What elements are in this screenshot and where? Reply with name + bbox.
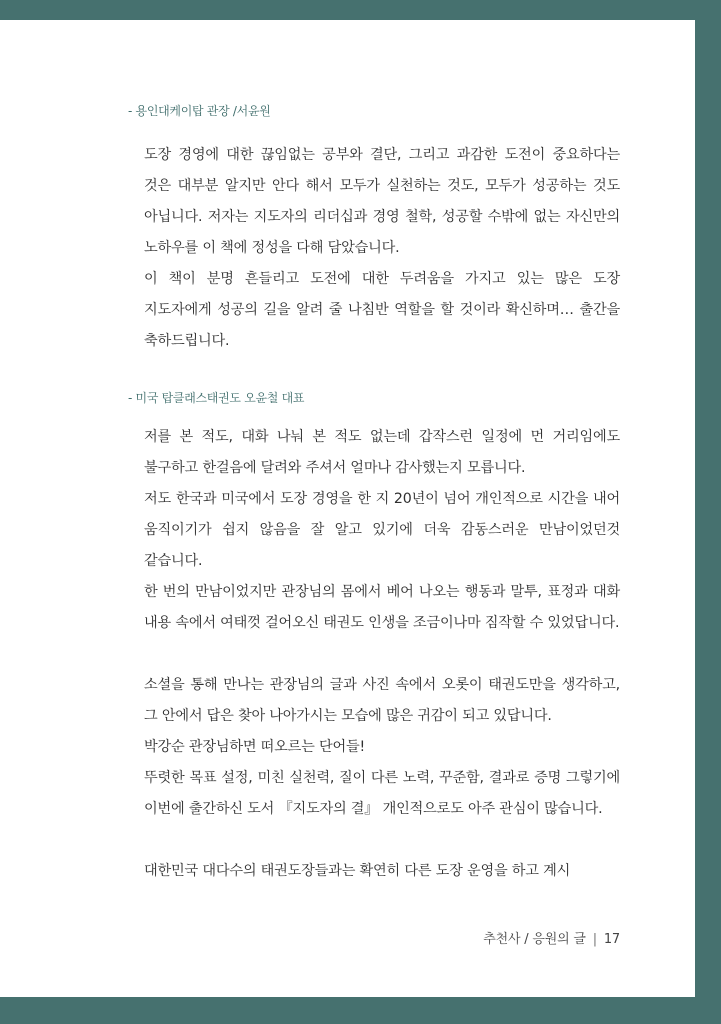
paragraph: 저를 본 적도, 대화 나눠 본 적도 없는데 갑작스런 일정에 먼 거리임에도 불구하고 한걸음에 달려와 주셔서 얼마나 감사했는지 모릅니다.: [144, 429, 620, 476]
paragraph: 대한민국 대다수의 태권도장들과는 확연히 다른 도장 운영을 하고 계시: [144, 863, 571, 879]
paragraph: 이 책이 분명 흔들리고 도전에 대한 두려움을 가지고 있는 많은 도장 지도자에게 성공의 길을 알려 줄 나침반 역할을 할 것이라 확신하며… 출간을 축하드립니다.: [144, 271, 620, 349]
paragraph: 박강순 관장님하면 떠오르는 단어들!: [144, 739, 365, 755]
section-label-oh-yoon-chul: - 미국 탑클래스태권도 오윤철 대표: [128, 391, 305, 405]
paragraph: 한 번의 만남이었지만 관장님의 몸에서 베어 나오는 행동과 말투, 표정과 대화 내용 속에서 여태껏 걸어오신 태권도 인생을 조금이나마 짐작할 수 있었답니다.: [144, 584, 620, 631]
footer-text: 추천사 / 응원의 글: [483, 932, 586, 947]
paragraph: 도장 경영에 대한 끊임없는 공부와 결단, 그리고 과감한 도전이 중요하다는 것은 대부분 알지만 안다 해서 모두가 실천하는 것도, 모두가 성공하는 것도 아닙니다. 저자는 지도자의 리더십과 경영 철학, 성공할 수밖에 없는 자신만의 노하우를 이 책에 정성을 다해 담았습니다.: [144, 147, 620, 256]
page-number: 17: [603, 932, 620, 947]
section-label-seo-yoon-won: - 용인대케이탑 관장 /서윤원: [128, 104, 271, 118]
page-footer: [483, 928, 620, 947]
footer-separator: |: [592, 932, 597, 947]
paragraph: 소셜을 통해 만나는 관장님의 글과 사진 속에서 오롯이 태권도만을 생각하고, 그 안에서 답은 찾아 나아가시는 모습에 많은 귀감이 되고 있답니다.: [144, 677, 620, 724]
paragraph: 뚜렷한 목표 설정, 미친 실천력, 질이 다른 노력, 꾸준함, 결과로 증명 그렇기에 이번에 출간하신 도서 『지도자의 결』 개인적으로도 아주 관심이 많습니다.: [144, 770, 620, 817]
paragraph: 저도 한국과 미국에서 도장 경영을 한 지 20년이 넘어 개인적으로 시간을 내어 움직이기가 쉽지 않음을 잘 알고 있기에 더욱 감동스러운 만남이었던것 같습니다.: [144, 491, 620, 569]
